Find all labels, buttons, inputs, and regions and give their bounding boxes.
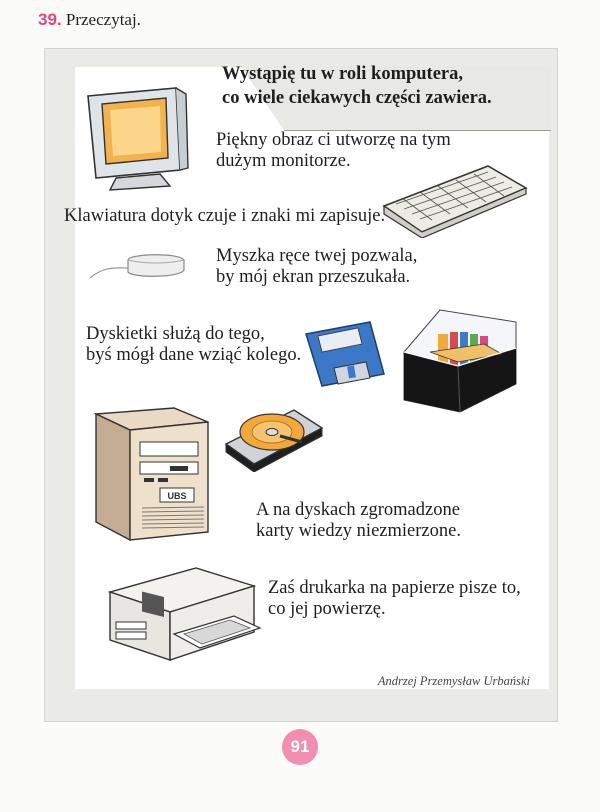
exercise-header: [38, 10, 141, 30]
keyboard-icon: [380, 162, 530, 238]
verse-mouse-line-2: by mój ekran przeszukała.: [216, 267, 411, 287]
monitor-icon: [80, 82, 190, 192]
floppy-disk-icon: [300, 318, 390, 390]
poem-title: [222, 62, 522, 110]
verse-printer-line-2: co jej powierzę.: [268, 599, 386, 619]
verse-disk: [256, 500, 461, 542]
poem-title-line-2: co wiele ciekawych części zawiera.: [222, 88, 492, 108]
poem-title-line-1: Wystąpię tu w roli komputera,: [222, 64, 464, 84]
verse-keyboard: [64, 206, 385, 227]
exercise-number: 39.: [38, 10, 62, 29]
computer-case-icon: [90, 404, 214, 544]
verse-disk-line-2: karty wiedzy niezmierzone.: [256, 521, 461, 541]
poem-author: Andrzej Przemysław Urbański: [377, 674, 530, 688]
verse-floppy-line-2: byś mógł dane wziąć kolego.: [86, 345, 302, 365]
mouse-icon: [86, 246, 196, 288]
verse-keyboard-line-1: Klawiatura dotyk czuje i znaki mi zapisuje.: [64, 206, 386, 226]
exercise-instruction: Przeczytaj.: [65, 10, 141, 29]
hard-disk-icon: [224, 398, 324, 472]
verse-floppy-line-1: Dyskietki służą do tego,: [86, 324, 265, 344]
computer-case-label: UBS: [167, 491, 187, 501]
verse-mouse: [216, 246, 417, 288]
verse-disk-line-1: A na dyskach zgromadzone: [256, 500, 460, 520]
verse-printer-line-1: Zaś drukarka na papierze pisze to,: [268, 578, 521, 598]
page-number-badge: 91: [282, 729, 318, 765]
verse-monitor-line-1: Piękny obraz ci utworzę na tym: [216, 130, 451, 150]
verse-floppy: [86, 324, 301, 366]
verse-printer: [268, 578, 521, 620]
verse-mouse-line-1: Myszka ręce twej pozwala,: [216, 246, 418, 266]
floppy-box-icon: [400, 304, 522, 416]
printer-icon: [104, 564, 262, 664]
verse-monitor-line-2: dużym monitorze.: [216, 151, 351, 171]
